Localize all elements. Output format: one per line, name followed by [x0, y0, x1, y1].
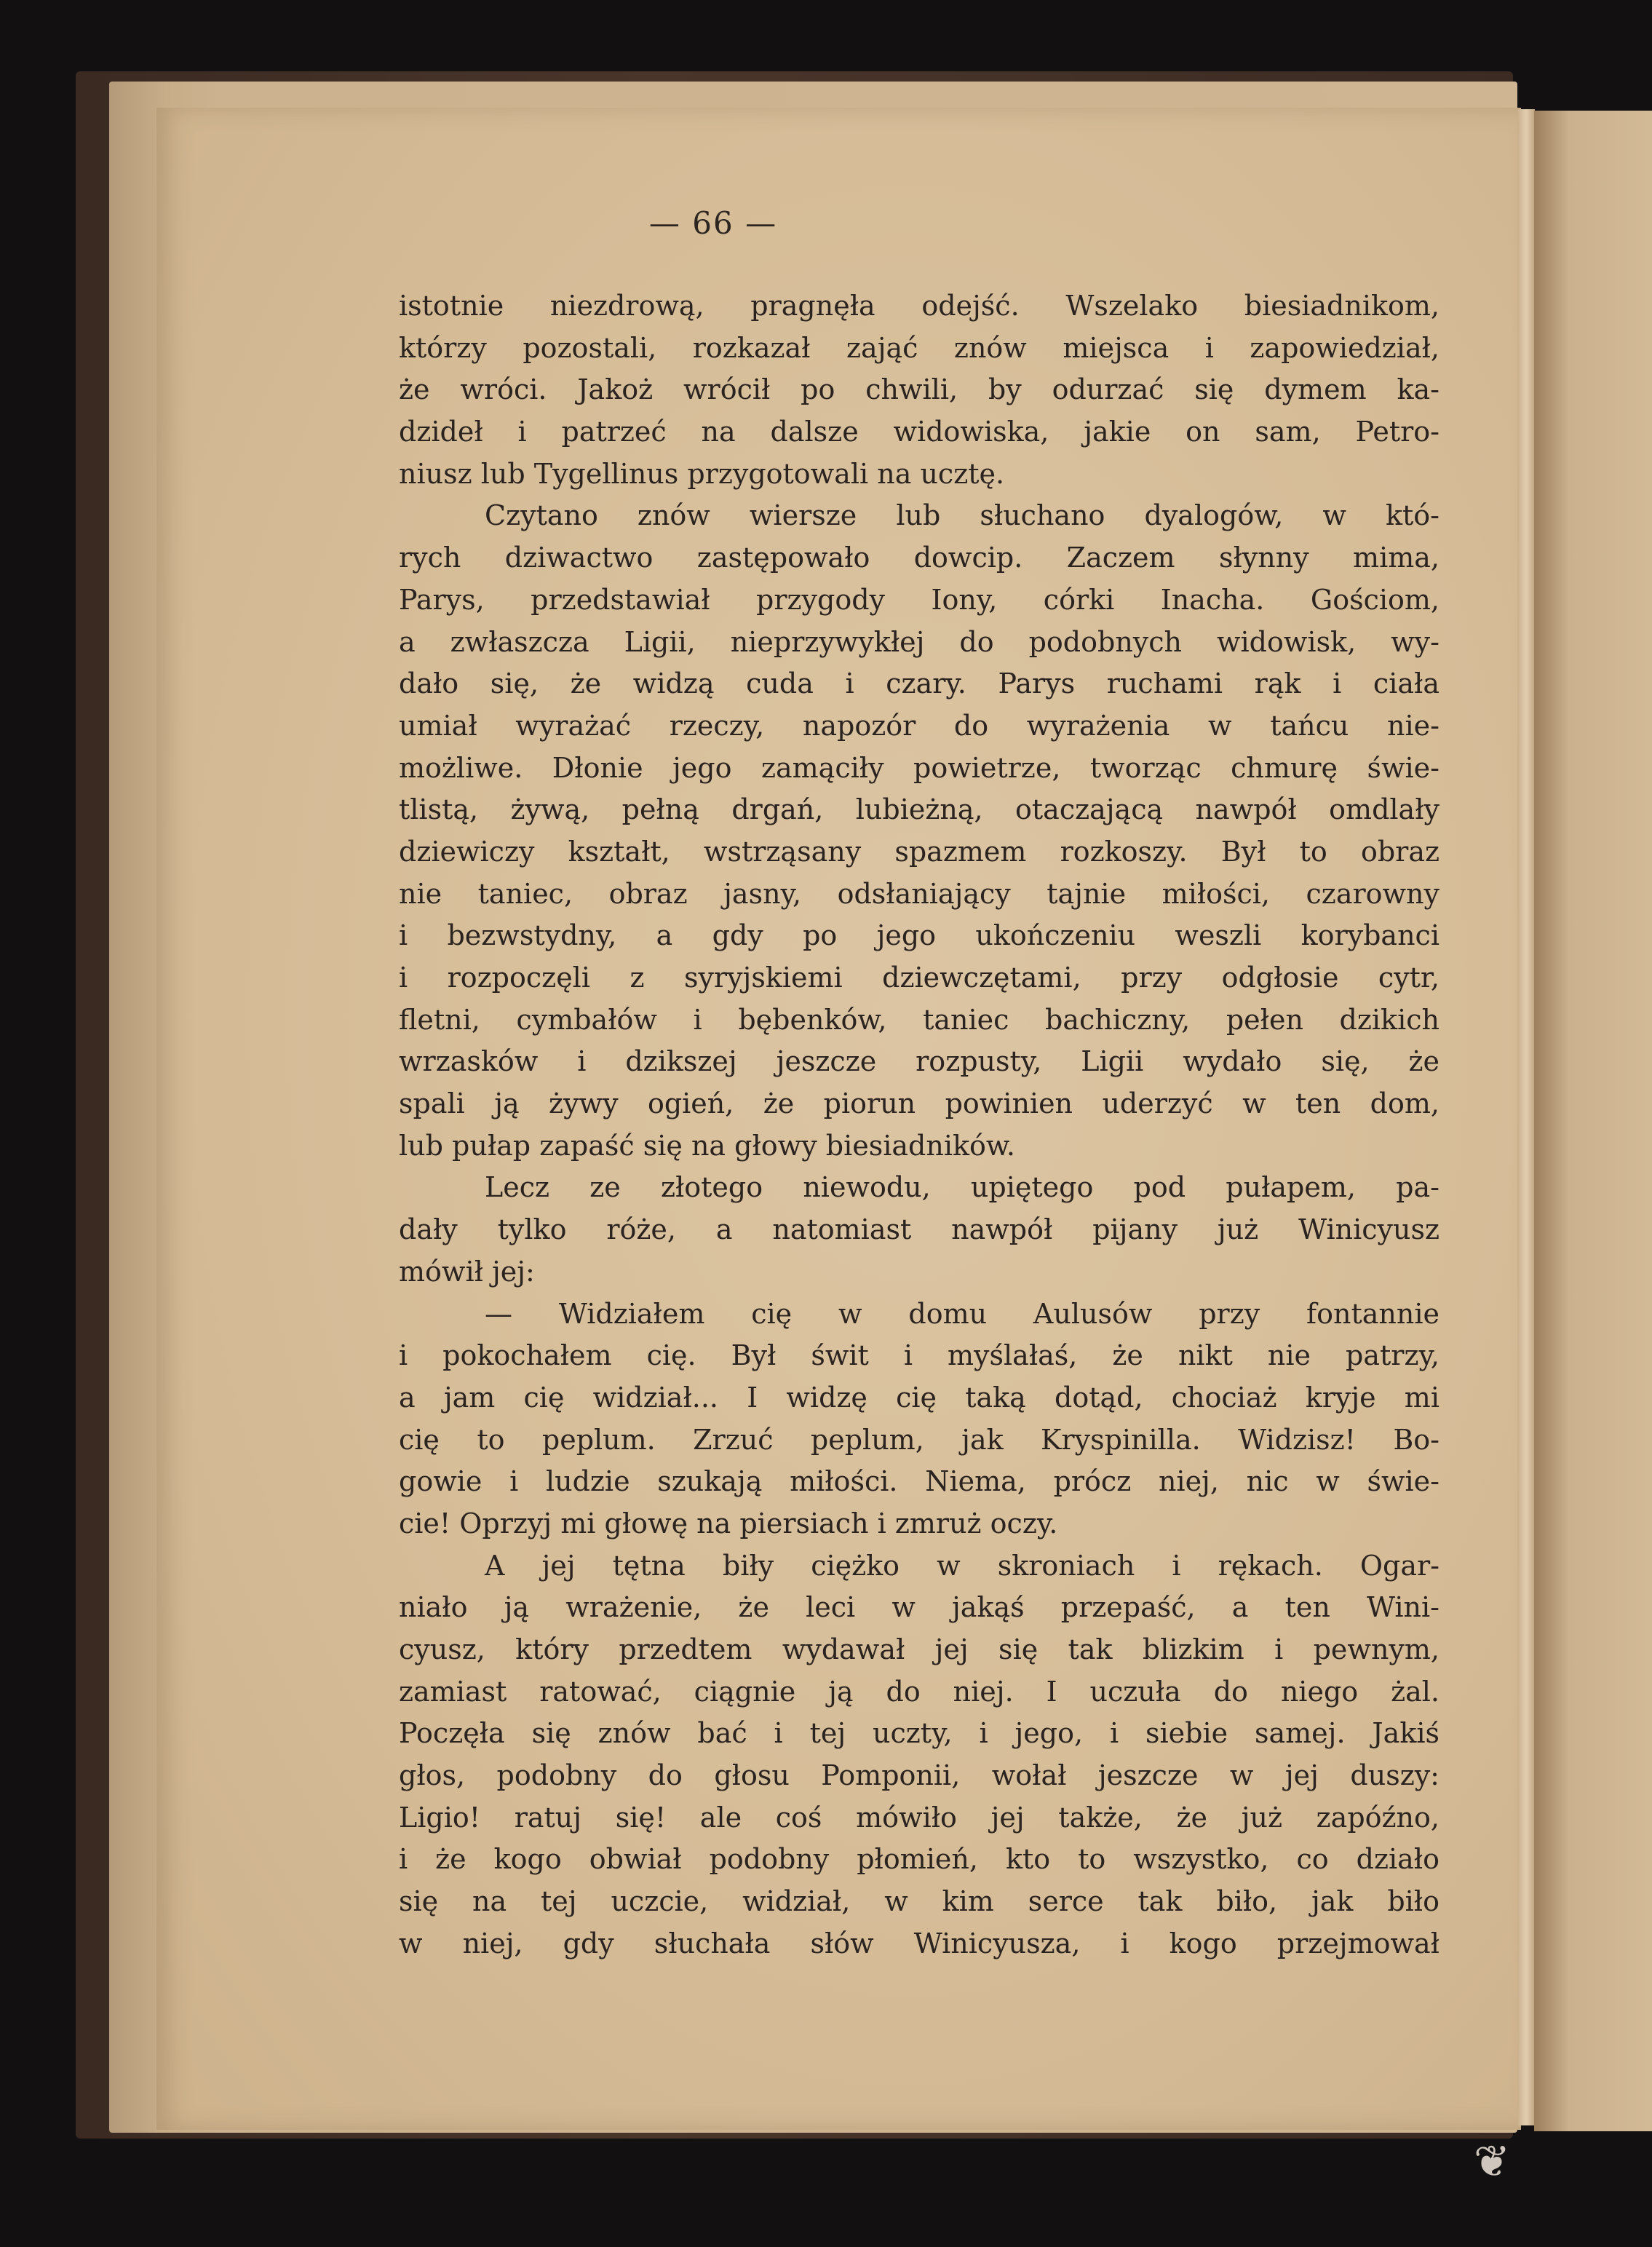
- text-line: lub pułap zapaść się na głowy biesiadników.: [399, 1129, 1015, 1162]
- text-line: Parys, przedstawiał przygody Iony, córki Inacha. Gościom,: [399, 583, 1439, 616]
- text-line: rych dziwactwo zastępowało dowcip. Zaczem słynny mima,: [399, 542, 1439, 574]
- text-line: umiał wyrażać rzeczy, napozór do wyrażenia w tańcu nie-: [399, 709, 1439, 742]
- text-line: a jam cię widział... I widzę cię taką dotąd, chociaż kryje mi: [399, 1381, 1439, 1414]
- text-line: zamiast ratować, ciągnie ją do niej. I uczuła do niego żal.: [399, 1675, 1439, 1708]
- text-line: możliwe. Dłonie jego zamąciły powietrze, tworząc chmurę świe-: [399, 751, 1439, 784]
- text-line: spali ją żywy ogień, że piorun powinien uderzyć w ten dom,: [399, 1087, 1439, 1120]
- text-line: A jej tętna biły ciężko w skroniach i rękach. Ogar-: [485, 1549, 1439, 1582]
- text-line: niusz lub Tygellinus przygotowali na ucztę.: [399, 457, 1005, 490]
- body-text: [399, 285, 1439, 1965]
- text-line: i bezwstydny, a gdy po jego ukończeniu weszli korybanci: [399, 919, 1439, 952]
- text-line: wrzasków i dzikszej jeszcze rozpusty, Ligii wydało się, że: [399, 1045, 1439, 1078]
- page-edge: [1517, 109, 1535, 2125]
- text-line: istotnie niezdrową, pragnęła odejść. Wszelako biesiadnikom,: [399, 290, 1439, 322]
- text-line: się na tej uczcie, widział, w kim serce tak biło, jak biło: [399, 1885, 1439, 1918]
- page-number: — 66 —: [648, 205, 778, 241]
- text-line: Czytano znów wiersze lub słuchano dyalogów, w któ-: [485, 499, 1439, 532]
- text-line: cię to peplum. Zrzuć peplum, jak Kryspinilla. Widzisz! Bo-: [399, 1423, 1439, 1456]
- text-line: dało się, że widzą cuda i czary. Parys ruchami rąk i ciała: [399, 667, 1439, 700]
- text-line: mówił jej:: [399, 1255, 535, 1288]
- text-line: a zwłaszcza Ligii, nieprzywykłej do podobnych widowisk, wy-: [399, 625, 1439, 658]
- text-line: głos, podobny do głosu Pomponii, wołał jeszcze w jej duszy:: [399, 1759, 1439, 1792]
- text-line: że wróci. Jakoż wrócił po chwili, by odurzać się dymem ka-: [399, 373, 1439, 406]
- torn-corner-icon: ❦: [1473, 2136, 1511, 2187]
- text-line: cyusz, który przedtem wydawał jej się tak blizkim i pewnym,: [399, 1633, 1439, 1665]
- text-line: nie taniec, obraz jasny, odsłaniający tajnie miłości, czarowny: [399, 877, 1439, 910]
- text-line: i pokochałem cię. Był świt i myślałaś, że nikt nie patrzy,: [399, 1339, 1439, 1372]
- text-line: którzy pozostali, rozkazał zająć znów miejsca i zapowiedział,: [399, 331, 1439, 364]
- text-line: i rozpoczęli z syryjskiemi dziewczętami, przy odgłosie cytr,: [399, 962, 1439, 994]
- text-line: Lecz ze złotego niewodu, upiętego pod pułapem, pa-: [485, 1171, 1439, 1204]
- text-line: i że kogo obwiał podobny płomień, kto to wszystko, co działo: [399, 1843, 1439, 1876]
- text-line: tlistą, żywą, pełną drgań, lubieżną, otaczającą nawpół omdlały: [399, 793, 1439, 826]
- text-line: dziewiczy kształt, wstrząsany spazmem rozkoszy. Był to obraz: [399, 835, 1439, 868]
- facing-page-edge: [1534, 111, 1652, 2131]
- text-line: Ligio! ratuj się! ale coś mówiło jej także, że już zapóźno,: [399, 1801, 1439, 1834]
- text-line: gowie i ludzie szukają miłości. Niema, prócz niej, nic w świe-: [399, 1465, 1439, 1498]
- text-line: cie! Oprzyj mi głowę na piersiach i zmruż oczy.: [399, 1507, 1058, 1539]
- text-line: w niej, gdy słuchała słów Winicyusza, i kogo przejmował: [399, 1927, 1439, 1959]
- text-line: dzideł i patrzeć na dalsze widowiska, jakie on sam, Petro-: [399, 416, 1439, 448]
- text-line: — Widziałem cię w domu Aulusów przy fontannie: [485, 1297, 1439, 1330]
- text-line: niało ją wrażenie, że leci w jakąś przepaść, a ten Wini-: [399, 1591, 1439, 1624]
- text-line: dały tylko róże, a natomiast nawpół pijany już Winicyusz: [399, 1213, 1439, 1246]
- text-line: fletni, cymbałów i bębenków, taniec bachiczny, pełen dzikich: [399, 1003, 1439, 1036]
- text-line: Poczęła się znów bać i tej uczty, i jego, i siebie samej. Jakiś: [399, 1717, 1439, 1750]
